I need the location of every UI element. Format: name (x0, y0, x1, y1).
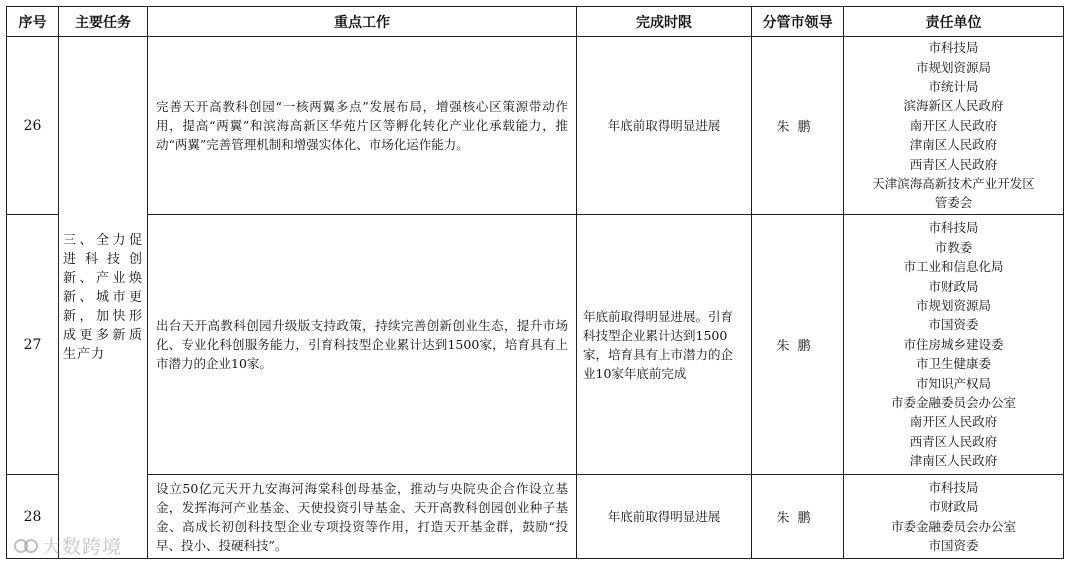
units-cell (844, 37, 1064, 215)
watermark-logo-icon (14, 535, 38, 557)
header-units: 责任单位 (844, 7, 1064, 37)
responsible-unit: 市科技局 (928, 40, 979, 56)
leader-cell: 朱鹏 (752, 37, 844, 215)
work-cell: 设立50亿元天开九安海河海棠科创母基金，推动与央院央企合作设立基金，发挥海河产业基金、天使投资引导基金、天开高教科创园创业种子基金、高成长初创科技型企业专项投资等作用，打造天开基金群，鼓励“投早、投小、投硬科技”。 (148, 475, 577, 559)
row-index: 28 (7, 475, 59, 559)
table-row (7, 215, 1064, 475)
watermark-text: 大数跨境 (42, 536, 123, 558)
main-task-cell: 三、全力促进科技创新、产业焕新、城市更新，加快形成更多新质生产力 (59, 37, 148, 559)
deadline-cell: 年底前取得明显进展 (577, 475, 752, 559)
units-cell (844, 215, 1064, 475)
responsible-unit: 西青区人民政府 (909, 156, 998, 172)
responsible-unit: 市规划资源局 (915, 297, 991, 313)
table-row (7, 37, 1064, 215)
row-index: 26 (7, 37, 59, 215)
leader-cell: 朱鹏 (752, 475, 844, 559)
responsible-unit: 市工业和信息化局 (903, 259, 1004, 275)
header-leader: 分管市领导 (752, 7, 844, 37)
responsible-unit: 市国资委 (928, 317, 979, 333)
units-cell (844, 475, 1064, 559)
responsible-unit: 市财政局 (928, 499, 979, 515)
responsible-unit: 西青区人民政府 (909, 433, 998, 449)
responsible-unit: 南开区人民政府 (909, 117, 998, 133)
responsible-unit: 市统计局 (928, 78, 979, 94)
work-cell: 出台天开高教科创园升级版支持政策，持续完善创新创业生态，提升市场化、专业化科创服务能力，引育科技型企业累计达到1500家，培育具有上市潜力的企业10家。 (148, 215, 577, 475)
responsible-unit: 市卫生健康委 (915, 356, 991, 372)
header-work: 重点工作 (148, 7, 577, 37)
header-deadline: 完成时限 (577, 7, 752, 37)
deadline-cell: 年底前取得明显进展 (577, 37, 752, 215)
work-cell: 完善天开高教科创园“一核两翼多点”发展布局，增强核心区策源带动作用，提高“两翼”和滨海高新区华苑片区等孵化转化产业化承载能力，推动“两翼”完善管理机制和增强实体化、市场化运作能力。 (148, 37, 577, 215)
responsible-unit: 滨海新区人民政府 (903, 98, 1004, 114)
leader-cell: 朱鹏 (752, 215, 844, 475)
header-index: 序号 (7, 7, 59, 37)
task-table (6, 6, 1064, 559)
responsible-unit: 市国资委 (928, 537, 979, 553)
table-row (7, 475, 1064, 559)
responsible-unit: 南开区人民政府 (909, 414, 998, 430)
responsible-unit: 市知识产权局 (915, 375, 991, 391)
watermark (14, 532, 122, 559)
header-task: 主要任务 (59, 7, 148, 37)
header-row (7, 7, 1064, 37)
responsible-unit: 市财政局 (928, 278, 979, 294)
responsible-unit: 管委会 (934, 195, 973, 211)
responsible-unit: 市委金融委员会办公室 (890, 395, 1016, 411)
row-index: 27 (7, 215, 59, 475)
responsible-unit: 市住房城乡建设委 (903, 336, 1004, 352)
responsible-unit: 市教委 (934, 239, 973, 255)
responsible-unit: 天津滨海高新技术产业开发区 (872, 176, 1035, 192)
responsible-unit: 津南区人民政府 (909, 137, 998, 153)
responsible-unit: 市委金融委员会办公室 (890, 518, 1016, 534)
responsible-unit: 津南区人民政府 (909, 453, 998, 469)
deadline-cell: 年底前取得明显进展。引育科技型企业累计达到1500家，培育具有上市潜力的企业10家年底前完成 (577, 215, 752, 475)
responsible-unit: 市科技局 (928, 479, 979, 495)
responsible-unit: 市科技局 (928, 220, 979, 236)
responsible-unit: 市规划资源局 (915, 59, 991, 75)
